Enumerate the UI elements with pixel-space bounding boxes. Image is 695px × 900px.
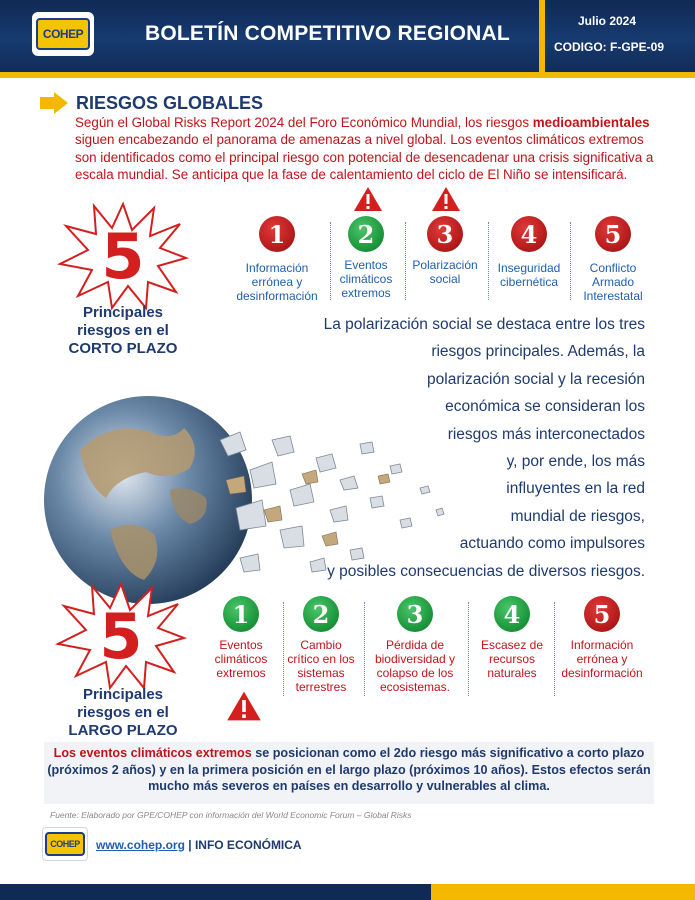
short-term-label-line1: Principales [82, 304, 164, 321]
website-link[interactable]: www.cohep.org [96, 838, 185, 852]
risk-label: Cambio crítico en los sistemas terrestres [287, 638, 355, 694]
description-line: polarización social y la recesión [427, 370, 645, 388]
warning-icon [431, 186, 461, 212]
intro-text-before: Según el Global Risks Report 2024 del Foro Económico Mundial, los riesgos [75, 115, 533, 130]
long-term-label [52, 686, 194, 740]
footer-bar [0, 884, 695, 900]
short-term-risk-3 [408, 216, 482, 286]
header-banner [0, 0, 695, 78]
risk-label: Polarización social [412, 258, 478, 286]
long-term-burst-number: 5 [99, 600, 143, 673]
long-term-risk-5 [556, 596, 648, 680]
long-term-risk-3 [368, 596, 462, 694]
long-term-risk-2 [286, 596, 356, 694]
risk-label: Pérdida de biodiversidad y colapso de los ecosistemas. [374, 638, 456, 694]
risk-number-badge: 5 [584, 596, 620, 632]
bulletin-code: CODIGO: F-GPE-09 [554, 40, 665, 54]
risk-label: Información errónea y desinformación [236, 261, 318, 303]
source-citation: Fuente: Elaborado por GPE/COHEP con información del World Economic Forum – Global Risks [50, 810, 412, 820]
risk-label: Conflicto Armado Interestatal [583, 261, 643, 303]
description-line: influyentes en la red [506, 480, 645, 498]
description-line: actuando como impulsores [459, 535, 645, 553]
risk-label: Escasez de recursos naturales [480, 638, 544, 680]
divider [570, 222, 571, 300]
footer-label: INFO ECONÓMICA [194, 838, 302, 852]
long-term-label-line1: Principales [82, 686, 164, 703]
footer-logo-text: COHEP [45, 832, 85, 856]
description-line: riesgos principales. Además, la [431, 343, 645, 361]
arrow-right-icon [40, 92, 68, 114]
description-paragraph [324, 311, 645, 585]
short-term-label-line3: CORTO PLAZO [68, 340, 178, 357]
risk-number-badge: 4 [494, 596, 530, 632]
short-term-risk-5 [578, 216, 648, 303]
long-term-label-line3: LARGO PLAZO [68, 722, 178, 739]
divider [364, 602, 365, 696]
starburst-icon [54, 580, 188, 692]
bulletin-date: Julio 2024 [578, 14, 637, 28]
summary-text: se posicionan como el 2do riesgo más significativo a corto plazo (próximos 2 años) y en la primera posición en el largo plazo (próximos 10 años). Estos efectos serán mucho más severos en países en desarrollo y vulnerables al clima. [47, 746, 651, 794]
section-title: RIESGOS GLOBALES [76, 93, 264, 113]
intro-text-after: siguen encabezando el panorama de amenazas a nivel global. Los eventos climáticos extremos son identificados como el principal riesgo con potencial de desencadenar una crisis significativa a escala mundial. Se anticipa que la fase de calentamiento del ciclo de El Niño se intensificará. [75, 132, 654, 183]
divider [283, 602, 284, 696]
warning-icon [226, 690, 262, 722]
risk-label: Eventos climáticos extremos [214, 638, 268, 680]
risk-number-badge: 1 [259, 216, 295, 252]
short-term-risk-2 [333, 216, 399, 300]
description-line: La polarización social se destaca entre los tres [323, 316, 645, 333]
summary-highlight: Los eventos climáticos extremos [53, 746, 252, 760]
intro-paragraph [75, 114, 655, 184]
short-term-label-line2: riesgos en el [77, 322, 169, 339]
risk-number-badge: 3 [397, 596, 433, 632]
header-separator [539, 0, 545, 72]
divider [468, 602, 469, 696]
bulletin-title: BOLETÍN COMPETITIVO REGIONAL [145, 22, 510, 45]
divider [405, 222, 406, 300]
risk-number-badge: 2 [348, 216, 384, 252]
short-term-risk-1 [230, 216, 324, 303]
risk-number-badge: 5 [595, 216, 631, 252]
long-term-risk-4 [474, 596, 550, 680]
starburst-icon [56, 200, 190, 312]
long-term-risk-1 [206, 596, 276, 680]
short-term-risk-4 [492, 216, 566, 289]
description-line: mundial de riesgos, [510, 507, 645, 525]
footer-text [96, 838, 302, 852]
divider [554, 602, 555, 696]
summary-note [44, 742, 654, 804]
short-term-label [52, 304, 194, 358]
warning-icon [353, 186, 383, 212]
risk-label: Eventos climáticos extremos [339, 258, 393, 300]
risk-number-badge: 4 [511, 216, 547, 252]
footer-separator: | [184, 838, 195, 852]
risk-label: Información errónea y desinformación [561, 638, 643, 680]
footer-cohep-logo [42, 827, 88, 861]
intro-text-bold: medioambientales [532, 115, 650, 130]
long-term-label-line2: riesgos en el [77, 704, 169, 721]
divider [488, 222, 489, 300]
description-line: económica se consideran los [445, 398, 645, 416]
description-line: riesgos más interconectados [447, 425, 645, 443]
risk-label: Inseguridad cibernética [497, 261, 561, 289]
description-line: y posibles consecuencias de diversos riesgos. [327, 562, 645, 580]
short-term-burst-number: 5 [101, 220, 145, 293]
divider [330, 222, 331, 300]
description-line: y, por ende, los más [506, 453, 645, 471]
risk-number-badge: 1 [223, 596, 259, 632]
risk-number-badge: 2 [303, 596, 339, 632]
cohep-logo [32, 12, 94, 56]
cohep-logo-text: COHEP [36, 18, 90, 50]
risk-number-badge: 3 [427, 216, 463, 252]
